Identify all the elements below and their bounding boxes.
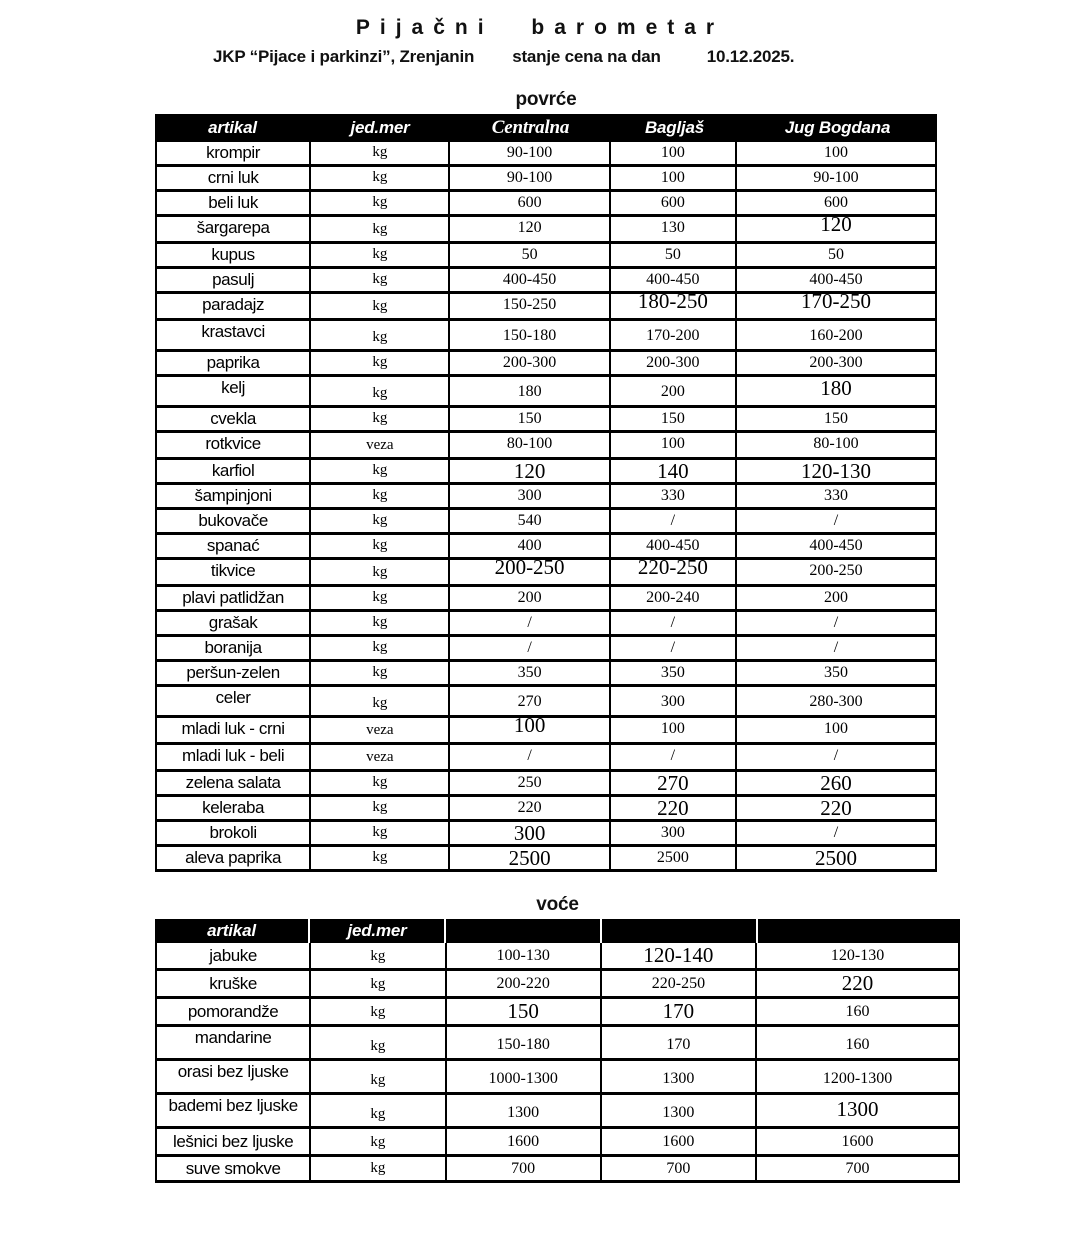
price-cell: /	[833, 747, 839, 764]
price-cell: 600	[824, 194, 848, 211]
unit-cell: kg	[311, 772, 450, 794]
status-label: stanje cena na dan	[512, 47, 661, 66]
item-name-cell: tikvice	[157, 560, 311, 584]
price-cell: 150	[447, 999, 602, 1024]
price-cell: 350	[824, 664, 848, 681]
item-name-cell: aleva paprika	[157, 847, 311, 869]
price-cell: 400-450	[809, 537, 863, 554]
price-cell: 200-300	[450, 352, 610, 374]
price-cell: /	[833, 614, 839, 631]
unit-cell: kg	[311, 687, 450, 715]
unit-cell: kg	[311, 535, 450, 557]
table-row	[155, 142, 937, 167]
item-name-cell: mladi luk - crni	[157, 718, 311, 742]
unit-cell: kg	[311, 587, 450, 609]
price-cell: 300	[611, 822, 737, 844]
item-name-cell: jabuke	[157, 943, 311, 968]
table-row	[155, 408, 937, 433]
unit-cell: kg	[311, 637, 450, 659]
column-header: Jug Bogdana	[738, 114, 937, 142]
table-header-row	[155, 114, 937, 142]
table-row	[155, 485, 937, 510]
table-row	[155, 560, 937, 587]
price-cell: 120	[450, 460, 610, 482]
price-cell: 400-450	[611, 535, 737, 557]
item-name-cell: mladi luk - beli	[157, 745, 311, 769]
price-cell: 220	[611, 797, 737, 819]
item-name-cell: kupus	[157, 244, 311, 266]
price-cell: 350	[450, 662, 610, 684]
price-cell: 700	[845, 1159, 870, 1177]
table-row	[155, 535, 937, 560]
table-row	[155, 1061, 960, 1095]
price-cell: 270	[450, 687, 610, 715]
table-row	[155, 1129, 960, 1157]
table-row	[155, 217, 937, 244]
price-cell: 1600	[841, 1132, 874, 1150]
price-cell: 150	[450, 408, 610, 430]
item-name-cell: plavi patlidžan	[157, 587, 311, 609]
unit-cell: kg	[311, 269, 450, 291]
price-cell: 150-250	[450, 294, 610, 318]
column-header	[446, 919, 602, 943]
price-cell: 150-180	[447, 1027, 602, 1058]
column-header	[758, 919, 918, 943]
unit-cell: kg	[311, 822, 450, 844]
item-name-cell: grašak	[157, 612, 311, 634]
table-row	[155, 718, 937, 745]
item-name-cell: pasulj	[157, 269, 311, 291]
unit-cell: kg	[311, 1129, 446, 1154]
item-name-cell: zelena salata	[157, 772, 311, 794]
price-cell: 300	[611, 687, 737, 715]
table-row	[155, 269, 937, 294]
price-cell: 180	[450, 377, 610, 405]
price-date: 10.12.2025.	[706, 47, 795, 66]
table-row	[155, 192, 937, 217]
price-cell: 100	[611, 433, 737, 457]
table-row	[155, 167, 937, 192]
price-cell: /	[450, 637, 610, 659]
price-cell: 50	[611, 244, 737, 266]
item-name-cell: krastavci	[157, 321, 311, 349]
price-cell: 120-130	[801, 460, 871, 482]
item-name-cell: šampinjoni	[157, 485, 311, 507]
price-cell: 100	[824, 144, 848, 161]
table-row	[155, 1027, 960, 1061]
unit-cell: kg	[311, 971, 446, 996]
unit-cell: kg	[311, 294, 450, 318]
unit-cell: kg	[311, 1095, 446, 1126]
unit-cell: kg	[311, 217, 450, 241]
unit-cell: kg	[311, 1061, 446, 1092]
unit-cell: veza	[311, 433, 450, 457]
price-cell: 250	[450, 772, 610, 794]
column-header: Centralna	[450, 114, 611, 142]
table-row	[155, 612, 937, 637]
unit-cell: kg	[311, 999, 446, 1024]
column-header: jed.mer	[310, 114, 450, 142]
price-cell: 200-250	[809, 562, 863, 579]
table-row	[155, 1095, 960, 1129]
item-name-cell: krompir	[157, 142, 311, 164]
item-name-cell: bademi bez ljuske	[157, 1095, 311, 1126]
unit-cell: kg	[311, 1157, 446, 1180]
item-name-cell: lešnici bez ljuske	[157, 1129, 311, 1154]
table-row	[155, 460, 937, 485]
price-cell: 300	[450, 485, 610, 507]
table-row	[155, 662, 937, 687]
table-row	[155, 321, 937, 352]
unit-cell: kg	[311, 943, 446, 968]
price-cell: 1600	[447, 1129, 602, 1154]
price-cell: 220	[820, 797, 852, 819]
item-name-cell: paradajz	[157, 294, 311, 318]
table-header-row	[155, 919, 960, 943]
item-name-cell: mandarine	[157, 1027, 311, 1058]
price-cell: 100-130	[447, 943, 602, 968]
price-cell: /	[450, 612, 610, 634]
unit-cell: kg	[311, 797, 450, 819]
item-name-cell: kruške	[157, 971, 311, 996]
price-cell: 170	[602, 1027, 757, 1058]
table-row	[155, 745, 937, 772]
price-cell: 100	[611, 718, 737, 742]
column-header	[602, 919, 758, 943]
price-cell: 180-250	[611, 294, 737, 318]
unit-cell: kg	[311, 847, 450, 869]
item-name-cell: celer	[157, 687, 311, 715]
price-cell: 200-300	[611, 352, 737, 374]
organization-name: JKP “Pijace i parkinzi”, Zrenjanin	[213, 47, 475, 66]
price-table	[155, 114, 937, 872]
unit-cell: kg	[311, 510, 450, 532]
unit-cell: kg	[311, 142, 450, 164]
item-name-cell: bukovače	[157, 510, 311, 532]
price-cell: 120-130	[830, 946, 885, 964]
item-name-cell: paprika	[157, 352, 311, 374]
table-row	[155, 847, 937, 872]
table-row	[155, 943, 960, 971]
table-row	[155, 294, 937, 321]
price-cell: /	[450, 745, 610, 769]
unit-cell: kg	[311, 192, 450, 214]
price-cell: 330	[611, 485, 737, 507]
unit-cell: kg	[311, 460, 450, 482]
item-name-cell: beli luk	[157, 192, 311, 214]
item-name-cell: spanać	[157, 535, 311, 557]
price-cell: 130	[611, 217, 737, 241]
price-cell: 150-180	[450, 321, 610, 349]
price-cell: /	[833, 639, 839, 656]
table-row	[155, 244, 937, 269]
item-name-cell: karfiol	[157, 460, 311, 482]
document-subtitle	[213, 47, 1080, 67]
price-cell: 120	[450, 217, 610, 241]
price-cell: 200	[824, 589, 848, 606]
price-cell: 100	[450, 718, 610, 742]
price-cell: 400-450	[809, 271, 863, 288]
unit-cell: kg	[311, 560, 450, 584]
price-cell: /	[611, 637, 737, 659]
price-cell: 80-100	[450, 433, 610, 457]
price-table	[155, 919, 960, 1183]
price-cell: 170-200	[611, 321, 737, 349]
table-row	[155, 687, 937, 718]
item-name-cell: kelj	[157, 377, 311, 405]
unit-cell: kg	[311, 485, 450, 507]
column-header: jed.mer	[310, 919, 446, 943]
unit-cell: kg	[311, 377, 450, 405]
price-cell: 300	[450, 822, 610, 844]
price-cell: 540	[450, 510, 610, 532]
table-row	[155, 352, 937, 377]
column-header: artikal	[155, 919, 310, 943]
table-row	[155, 377, 937, 408]
unit-cell: kg	[311, 352, 450, 374]
item-name-cell: crni luk	[157, 167, 311, 189]
table-row	[155, 971, 960, 999]
section-title: voće	[536, 894, 579, 915]
unit-cell: kg	[311, 321, 450, 349]
price-cell: 400-450	[611, 269, 737, 291]
price-cell: 120	[820, 217, 852, 236]
price-cell: 1300	[602, 1061, 757, 1092]
table-row	[155, 822, 937, 847]
table-row	[155, 999, 960, 1027]
price-cell: 90-100	[450, 167, 610, 189]
price-cell: 100	[611, 167, 737, 189]
price-cell: 50	[828, 246, 844, 263]
price-cell: 170	[602, 999, 757, 1024]
price-cell: 2500	[450, 847, 610, 869]
price-cell: 350	[611, 662, 737, 684]
price-cell: 1300	[602, 1095, 757, 1126]
price-cell: 220-250	[602, 971, 757, 996]
price-cell: 400	[450, 535, 610, 557]
price-cell: 400-450	[450, 269, 610, 291]
price-cell: /	[833, 512, 839, 529]
price-cell: 200	[450, 587, 610, 609]
item-name-cell: brokoli	[157, 822, 311, 844]
document-title: Pijačni barometar	[355, 16, 725, 39]
price-cell: 100	[824, 720, 848, 737]
item-name-cell: orasi bez ljuske	[157, 1061, 311, 1092]
price-cell: 260	[820, 772, 852, 794]
section-title: povrće	[515, 89, 577, 110]
price-cell: 200-220	[447, 971, 602, 996]
price-cell: 100	[611, 142, 737, 164]
price-cell: 120-140	[602, 943, 757, 968]
unit-cell: kg	[311, 167, 450, 189]
price-cell: 160-200	[809, 327, 863, 344]
price-cell: 180	[820, 377, 852, 400]
price-cell: 600	[611, 192, 737, 214]
price-cell: 200-240	[611, 587, 737, 609]
price-cell: 170-250	[801, 294, 871, 313]
item-name-cell: boranija	[157, 637, 311, 659]
price-cell: 160	[845, 1036, 870, 1053]
price-cell: 330	[824, 487, 848, 504]
price-cell: 150	[611, 408, 737, 430]
price-cell: /	[611, 510, 737, 532]
table-row	[155, 637, 937, 662]
price-cell: 1300	[836, 1097, 879, 1121]
price-cell: 600	[450, 192, 610, 214]
table-row	[155, 587, 937, 612]
column-header: Bagljaš	[611, 114, 738, 142]
item-name-cell: peršun-zelen	[157, 662, 311, 684]
item-name-cell: keleraba	[157, 797, 311, 819]
price-cell: 2500	[815, 847, 857, 869]
table-row	[155, 433, 937, 460]
item-name-cell: cvekla	[157, 408, 311, 430]
price-cell: 200-250	[450, 560, 610, 584]
price-cell: 50	[450, 244, 610, 266]
item-name-cell: rotkvice	[157, 433, 311, 457]
unit-cell: kg	[311, 408, 450, 430]
price-cell: 270	[611, 772, 737, 794]
item-name-cell: šargarepa	[157, 217, 311, 241]
price-cell: 2500	[611, 847, 737, 869]
unit-cell: kg	[311, 662, 450, 684]
price-cell: 200-300	[809, 354, 863, 371]
price-cell: /	[611, 745, 737, 769]
price-cell: 160	[845, 1002, 870, 1020]
item-name-cell: pomorandže	[157, 999, 311, 1024]
price-cell: 1000-1300	[447, 1061, 602, 1092]
price-cell: 150	[824, 410, 848, 427]
price-cell: 1300	[447, 1095, 602, 1126]
price-cell: 220	[841, 971, 874, 995]
price-cell: 220	[450, 797, 610, 819]
table-row	[155, 772, 937, 797]
table-row	[155, 797, 937, 822]
price-cell: 280-300	[809, 693, 863, 710]
price-cell: 1600	[602, 1129, 757, 1154]
item-name-cell: suve smokve	[157, 1157, 311, 1180]
price-cell: 80-100	[813, 435, 859, 452]
price-cell: /	[833, 824, 839, 841]
price-cell: 90-100	[813, 169, 859, 186]
header-filler	[918, 919, 960, 943]
unit-cell: veza	[311, 745, 450, 769]
table-row	[155, 1157, 960, 1183]
unit-cell: kg	[311, 1027, 446, 1058]
price-cell: 220-250	[611, 560, 737, 584]
price-cell: 140	[611, 460, 737, 482]
price-cell: 90-100	[450, 142, 610, 164]
column-header: artikal	[155, 114, 310, 142]
unit-cell: veza	[311, 718, 450, 742]
price-cell: 700	[447, 1157, 602, 1180]
price-cell: 700	[602, 1157, 757, 1180]
unit-cell: kg	[311, 244, 450, 266]
price-cell: 200	[611, 377, 737, 405]
tables-container	[0, 89, 1080, 1183]
unit-cell: kg	[311, 612, 450, 634]
price-cell: /	[611, 612, 737, 634]
table-row	[155, 510, 937, 535]
price-cell: 1200-1300	[822, 1070, 893, 1087]
